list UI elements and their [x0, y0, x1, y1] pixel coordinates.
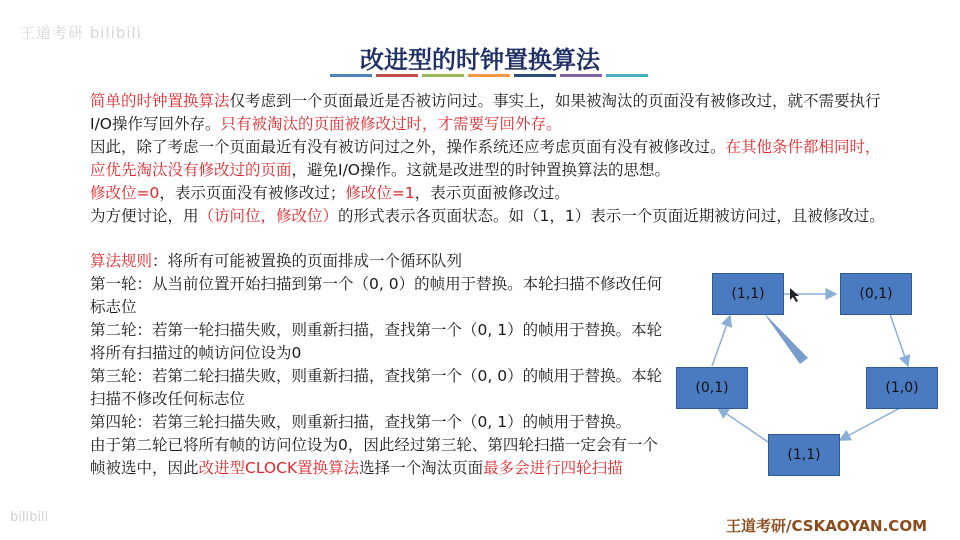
title-color-segment — [330, 74, 372, 77]
rule-0-segment: ：将所有可能被置换的页面排成一个循环队列 — [152, 252, 463, 270]
frame-node-5: (0,1) — [676, 367, 748, 409]
paragraph-3-segment: （访问位，修改位） — [198, 207, 339, 225]
rule-line — [90, 319, 670, 365]
algorithm-rules — [90, 250, 670, 480]
title-color-segment — [468, 74, 510, 77]
paragraph-intro — [90, 90, 890, 136]
arrow-2-to-3 — [890, 314, 908, 366]
rule-2-segment: 第二轮：若第一轮扫描失败，则重新扫描，查找第一个（0, 1）的帧用于替换。本轮将所有扫描过的帧访问位设为0 — [90, 321, 663, 362]
paragraph-2-segment: ，表示页面被修改过。 — [414, 184, 570, 202]
title-color-segment — [514, 74, 556, 77]
frame-node-3: (1,0) — [866, 367, 938, 409]
clock-queue-diagram — [660, 250, 960, 490]
title-color-segment — [606, 74, 648, 77]
rule-3-segment: 第三轮：若第二轮扫描失败，则重新扫描，查找第一个（0, 0）的帧用于替换。本轮扫描不修改任何标志位 — [90, 367, 663, 408]
rule-5-segment: 由于第二轮已将所有帧的访问位设为0，因此经过第三轮、第四轮扫描一定会有一个帧被选中，因此 — [90, 436, 658, 477]
slide-title: 改进型的时钟置换算法 — [360, 46, 600, 74]
paragraph-notation — [90, 205, 890, 228]
paragraph-3-segment: 为方便讨论，用 — [90, 207, 199, 225]
arrow-5-to-1 — [712, 316, 730, 366]
watermark-bilibili: bilibili — [10, 510, 49, 525]
rule-line — [90, 434, 670, 480]
rule-line — [90, 250, 670, 273]
clock-pointer — [763, 312, 808, 364]
footer-brand: 王道考研/CSKAOYAN.COM — [726, 517, 927, 535]
title-color-segment — [376, 74, 418, 77]
watermark-logo: 王道考研 bilibili — [20, 24, 142, 42]
arrow-3-to-4 — [840, 408, 900, 440]
paragraph-3-segment: 的形式表示各页面状态。如（1，1）表示一个页面近期被访问过，且被修改过。 — [338, 207, 885, 225]
frame-node-4: (1,1) — [768, 434, 840, 476]
rule-0-segment: 算法规则 — [90, 252, 153, 270]
frame-node-2: (0,1) — [840, 273, 912, 315]
rule-5-segment: 最多会进行四轮扫描 — [483, 459, 623, 477]
paragraph-1-segment: 因此，除了考虑一个页面最近有没有被访问过之外，操作系统还应考虑页面有没有被修改过。 — [90, 138, 726, 156]
mouse-cursor-icon — [790, 288, 799, 302]
paragraph-0-segment: 仅考虑到一个页面最近是否被访问过。事实上，如果被淘汰的页面没有被修改过，就不需要执行I/O操作写回外存。 — [90, 92, 881, 133]
paragraph-1-segment: ，避免I/O操作。这就是改进型的时钟置换算法的思想。 — [291, 161, 671, 179]
rule-line — [90, 273, 670, 319]
frame-node-1: (1,1) — [712, 273, 784, 315]
paragraph-modify-bit — [90, 182, 890, 205]
paragraph-2-segment: ，表示页面没有被修改过； — [159, 184, 346, 202]
rule-line — [90, 365, 670, 411]
arrow-4-to-5 — [718, 408, 768, 442]
paragraph-0-segment: 简单的时钟置换算法 — [90, 92, 230, 110]
rule-line — [90, 411, 670, 434]
paragraph-0-segment: 只有被淘汰的页面被修改过时，才需要写回外存。 — [220, 115, 562, 133]
paragraph-idea — [90, 136, 890, 182]
rule-1-segment: 第一轮：从当前位置开始扫描到第一个（0, 0）的帧用于替换。本轮扫描不修改任何标志位 — [90, 275, 663, 316]
paragraph-2-segment: 修改位=0 — [90, 184, 160, 202]
rule-5-segment: 选择一个淘汰页面 — [359, 459, 484, 477]
rule-4-segment: 第四轮：若第三轮扫描失败，则重新扫描，查找第一个（0, 1）的帧用于替换。 — [90, 413, 632, 431]
rule-5-segment: 改进型CLOCK置换算法 — [198, 459, 360, 477]
title-color-segment — [560, 74, 602, 77]
paragraph-2-segment: 修改位=1 — [345, 184, 415, 202]
title-color-segment — [422, 74, 464, 77]
paragraph-1-segment: 在其他条件都相同时，应优先淘汰没有修改过的页面 — [90, 138, 881, 179]
